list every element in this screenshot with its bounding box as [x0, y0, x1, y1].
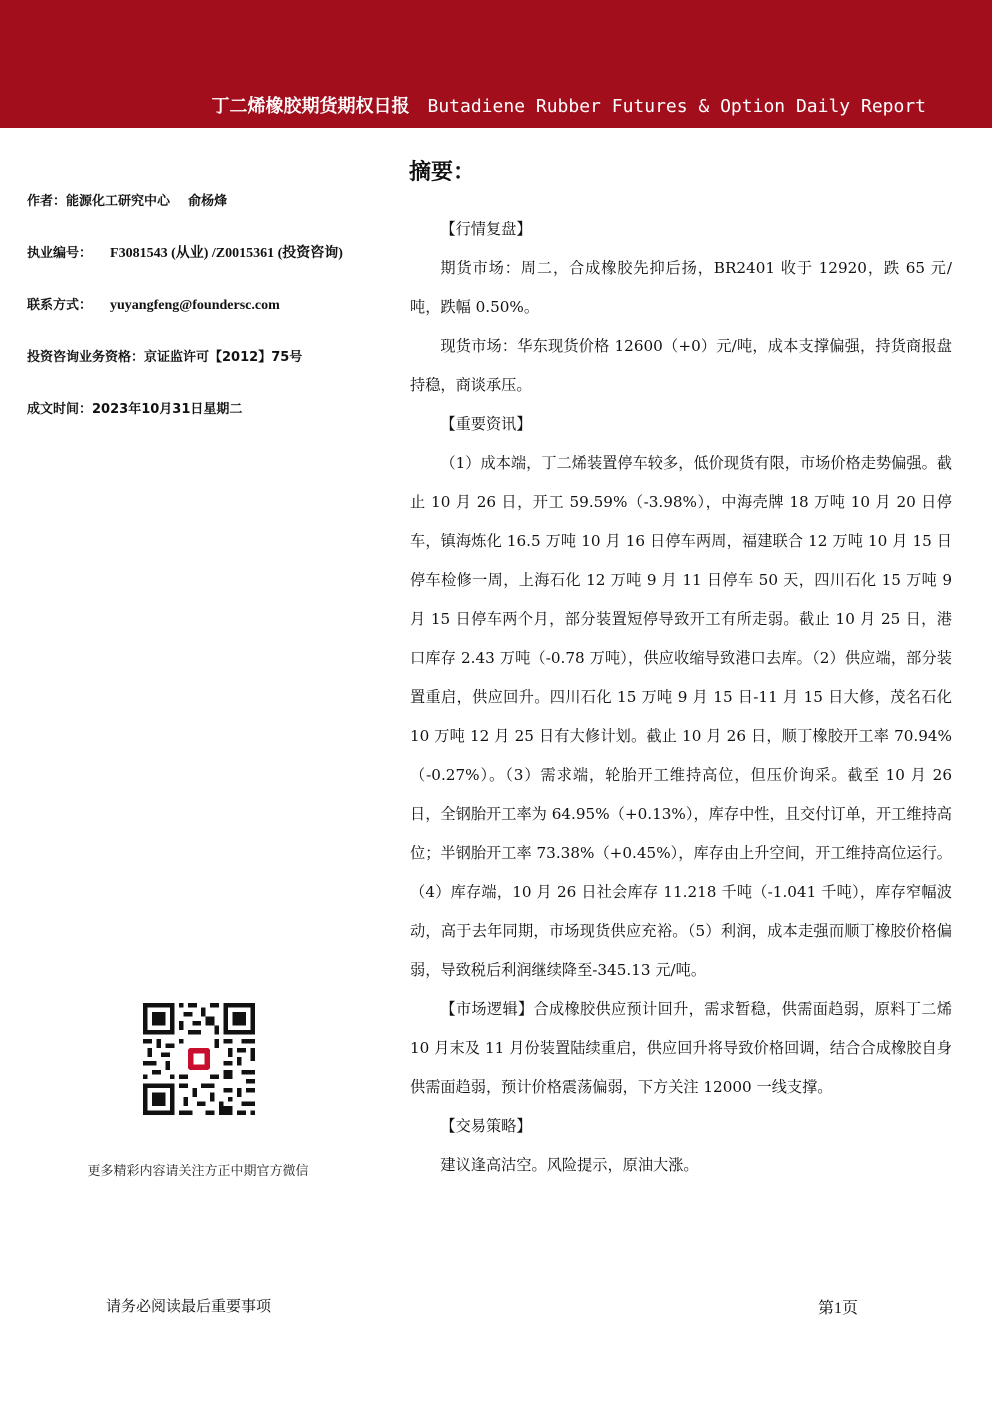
header-banner	[0, 0, 992, 128]
paragraph-trading-strategy: 建议逢高沽空。风险提示，原油大涨。	[440, 1156, 699, 1174]
license-value: F3081543 (从业) /Z0015361 (投资咨询)	[110, 246, 343, 261]
qualification-value: 京证监许可【2012】75号	[144, 350, 303, 365]
contact-label: 联系方式：	[27, 298, 93, 313]
license-label: 执业编号：	[27, 246, 93, 261]
page-number: 第1页	[818, 1300, 859, 1317]
author-line	[27, 190, 227, 209]
section-heading-market-review: 【行情复盘】	[440, 220, 532, 238]
date-line	[27, 398, 242, 417]
license-line	[27, 242, 343, 262]
footer-notice: 请务必阅读最后重要事项	[106, 1297, 272, 1315]
contact-line	[27, 294, 280, 314]
section-heading-important-news: 【重要资讯】	[440, 415, 532, 433]
paragraph-futures-market: 期货市场：周二，合成橡胶先抑后扬，BR2401 收于 12920，跌 65 元/吨，跌幅 0.50%。	[410, 259, 952, 316]
contact-email[interactable]: yuyangfeng@foundersc.com	[110, 298, 280, 313]
author-label: 作者：	[27, 194, 67, 209]
paragraph-market-logic: 【市场逻辑】合成橡胶供应预计回升，需求暂稳，供需面趋弱，原料丁二烯 10 月末及 11 月份装置陆续重启，供应回升将导致价格回调，结合合成橡胶自身供需面趋弱，预计价格震荡偏弱，下方关注 12000 一线支撑。	[410, 1000, 952, 1096]
qualification-line	[27, 346, 302, 365]
date-value: 2023年10月31日星期二	[92, 402, 243, 417]
report-title-en: Butadiene Rubber Futures & Option Daily Report	[427, 96, 926, 117]
report-title	[212, 92, 927, 118]
date-label: 成文时间：	[27, 402, 93, 417]
author-value: 能源化工研究中心 俞杨烽	[66, 194, 228, 209]
summary-title: 摘要：	[409, 160, 476, 185]
qr-code-icon	[143, 1003, 255, 1115]
paragraph-important-news: （1）成本端，丁二烯装置停车较多，低价现货有限，市场价格走势偏强。截止 10 月 26 日，开工 59.59%（-3.98%），中海壳牌 18 万吨 10 月 20 日停车，镇海炼化 16.5 万吨 10 月 16 日停车两周，福建联合 12 万吨 10 月 15 日停车检修一周，上海石化 12 万吨 9 月 11 日停车 50 天，四川石化 15 万吨 9 月 15 日停车两个月，部分装置短停导致开工有所走弱。截止 10 月 25 日，港口库存 2.43 万吨（-0.78 万吨），供应收缩导致港口去库。（2）供应端，部分装置重启，供应回升。四川石化 15 万吨 9 月 15 日-11 月 15 日大修，茂名石化 10 万吨 12 月 25 日有大修计划。截止 10 月 26 日，顺丁橡胶开工率 70.94%（-0.27%）。（3）需求端，轮胎开工维持高位，但压价询采。截至 10 月 26 日，全钢胎开工率为 64.95%（+0.13%），库存中性，且交付订单，开工维持高位；半钢胎开工率 73.38%（+0.45%），库存由上升空间，开工维持高位运行。（4）库存端，10 月 26 日社会库存 11.218 千吨（-1.041 千吨），库存窄幅波动，高于去年同期，市场现货供应充裕。（5）利润，成本走强而顺丁橡胶价格偏弱，导致税后利润继续降至-345.13 元/吨。	[410, 454, 952, 979]
qualification-label: 投资咨询业务资格：	[27, 350, 145, 365]
section-heading-trading-strategy: 【交易策略】	[440, 1117, 532, 1135]
summary-body	[410, 210, 952, 1185]
report-title-cn: 丁二烯橡胶期货期权日报	[211, 96, 410, 117]
qr-caption: 更多精彩内容请关注方正中期官方微信	[87, 1164, 309, 1179]
paragraph-spot-market: 现货市场：华东现货价格 12600（+0）元/吨，成本支撑偏强，持货商报盘持稳，商谈承压。	[410, 337, 952, 394]
